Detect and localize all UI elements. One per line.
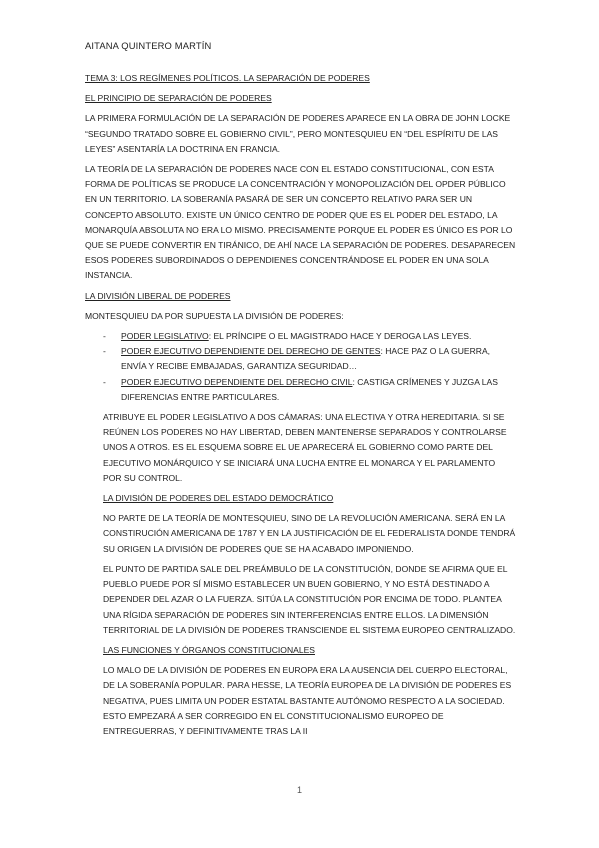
paragraph: MONTESQUIEU DA POR SUPUESTA LA DIVISIÓN DE PODERES: [85,310,344,321]
list-item [103,375,516,405]
paragraph: EL PUNTO DE PARTIDA SALE DEL PREÁMBULO DE LA CONSTITUCIÓN, DONDE SE AFIRMA QUE EL PUEBLO PUEDE POR SÍ MISMO ESTABLECER UN BUEN GOBIERNO, Y NO ESTÁ DESTINADO A DEPENDER DEL AZAR O LA FUERZA. SITÚA LA CONSTITUCIÓN POR ENCIMA DE TODO. PLANTEA UNA RÍGIDA SEPARACIÓN DE PODERES SIN INTERFERENCIAS ENTRE ELLOS. LA DIMENSIÓN TERRITORIAL DE LA DIVISIÓN DE PODERES TRANSCIENDE EL SISTEMA EUROPEO CENTRALIZADO. [103,563,516,635]
list-item-term: PODER EJECUTIVO DEPENDIENTE DEL DERECHO DE GENTES [121,346,381,357]
list-item-term: PODER LEGISLATIVO [121,331,209,342]
paragraph: NO PARTE DE LA TEORÍA DE MONTESQUIEU, SINO DE LA REVOLUCIÓN AMERICANA. SERÁ EN LA CONSTIRUCIÓN AMERICANA DE 1787 Y EN LA JUSTIFICACIÓN DE EL FEDERALISTA DONDE TENDRÁ SU ORIGEN LA DIVISIÓN DE PODERES QUE SE HA ACABADO IMPONIENDO. [103,513,516,554]
section-heading: LAS FUNCIONES Y ÓRGANOS CONSTITUCIONALES [103,644,315,655]
section-heading: LA DIVISIÓN LIBERAL DE PODERES [85,290,231,301]
paragraph: LA PRIMERA FORMULACIÓN DE LA SEPARACIÓN DE PODERES APARECE EN LA OBRA DE JOHN LOCKE “SEGUNDO TRATADO SOBRE EL GOBIERNO CIVIL”, PERO MONTESQUIEU EN “DEL ESPÍRITU DE LAS LEYES” ASENTARÍA LA DOCTRINA EN FRANCIA. [85,113,511,154]
section-heading: EL PRINCIPIO DE SEPARACIÓN DE PODERES [85,93,272,104]
document-body [85,71,516,744]
list-item-term: PODER EJECUTIVO DEPENDIENTE DEL DERECHO CIVIL [121,376,353,387]
list-item [103,329,516,344]
list-item-text: : CASTIGA CRÍMENES Y JUZGA LAS DIFERENCIAS ENTRE PARTICULARES. [121,376,498,402]
powers-list [103,329,516,405]
list-item-text: : EL PRÍNCIPE O EL MAGISTRADO HACE Y DEROGA LAS LEYES. [208,331,472,342]
paragraph: LO MALO DE LA DIVISIÓN DE PODERES EN EUROPA ERA LA AUSENCIA DEL CUERPO ELECTORAL, DE LA SOBERANÍA POPULAR. PARA HESSE, LA TEORÍA EUROPEA DE LA DIVISIÓN DE PODERES ES NEGATIVA, PUES LIMITA UN PODER ESTATAL BASTANTE AUTÓNOMO RESPECTO A LA SOCIEDAD. ESTO EMPEZARÁ A SER CORREGIDO EN EL CONSTITUCIONALISMO EUROPEO DE ENTREGUERRAS, Y DEFINITIVAMENTE TRAS LA II [103,665,512,736]
section-heading: LA DIVISIÓN DE PODERES DEL ESTADO DEMOCRÁTICO [103,493,334,504]
paragraph: ATRIBUYE EL PODER LEGISLATIVO A DOS CÁMARAS: UNA ELECTIVA Y OTRA HEREDITARIA. SI SE REÚNEN LOS PODERES NO HAY LIBERTAD, DEBEN MANTENERSE SEPARADOS Y CONTROLARSE UNOS A OTROS. ES EL ESQUEMA SOBRE EL UE APARECERÁ EL GOBIERNO COMO PARTE DEL EJECUTIVO MONÁRQUICO Y SE INICIARÁ UNA LUCHA ENTRE EL MONARCA Y EL PARLAMENTO POR SU CONTROL. [103,412,507,483]
list-item-text: : HACE PAZ O LA GUERRA, ENVÍA Y RECIBE EMBAJADAS, GARANTIZA SEGURIDAD… [121,346,491,372]
paragraph: LA TEORÍA DE LA SEPARACIÓN DE PODERES NACE CON EL ESTADO CONSTITUCIONAL, CON ESTA FORMA DE POLÍTICAS SE PRODUCE LA CONCENTRACIÓN Y MONOPOLIZACIÓN DEL OPDER PÚBLICO EN UN TERRITORIO. LA SOBERANÍA PASARÁ DE SER UN CONCEPTO RELATIVO PARA SER UN CONCEPTO ABSOLUTO. EXISTE UN ÚNICO CENTRO DE PODER QUE ES EL PODER DEL ESTADO, LA MONARQUÍA ABSOLUTA NO ERA LO MISMO. PRECISAMENTE PORQUE EL PODER ES ÚNICO ES POR LO QUE SE PUEDE CONVERTIR EN TIRÁNICO, DE AHÍ NACE LA SEPARACIÓN DE PODERES. DESAPARECEN ESOS PODERES SUBORDINADOS O DEPENDIENES CONCENTRÁNDOSE EL PODER EN UNA SOLA INSTANCIA. [85,164,516,281]
page-number: 1 [296,785,302,795]
author-name: AITANA QUINTERO MARTÍN [85,40,212,51]
topic-title: TEMA 3: LOS REGÍMENES POLÍTICOS. LA SEPARACIÓN DE PODERES [85,73,370,83]
list-item [103,344,516,374]
